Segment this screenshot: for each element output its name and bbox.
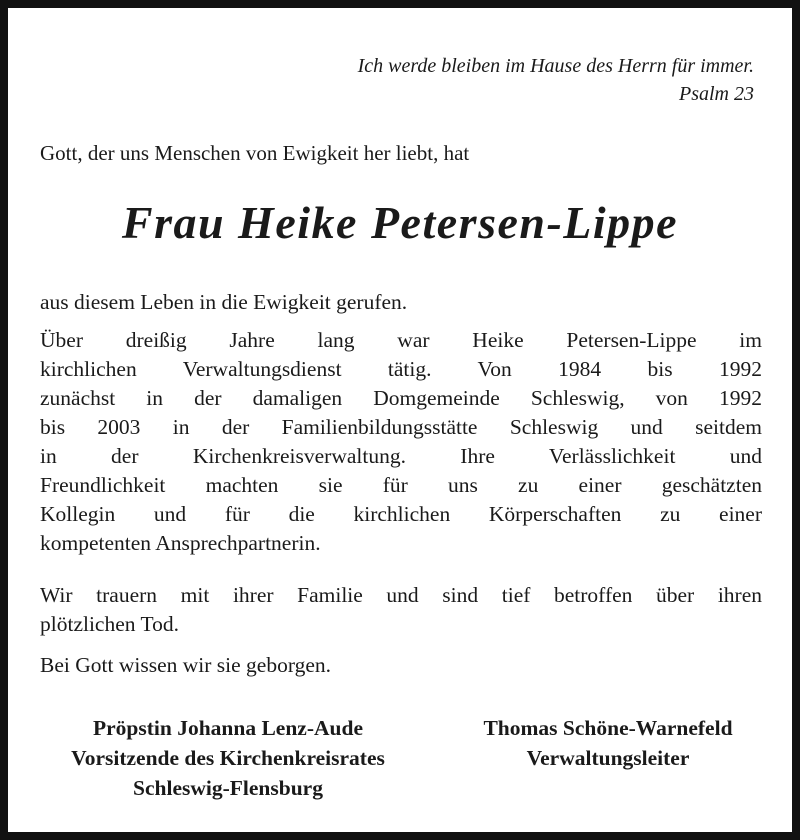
text-line: kirchlichen Verwaltungsdienst tätig. Von 1984 bis 1992 — [40, 357, 762, 381]
quote-source: Psalm 23 — [679, 83, 754, 105]
text-line: zunächst in der damaligen Domgemeinde Schleswig, von 1992 — [40, 386, 762, 410]
paragraph-4 — [40, 651, 762, 680]
deceased-name: Frau Heike Petersen-Lippe — [121, 197, 679, 248]
signer-title: Verwaltungsleiter — [526, 746, 690, 770]
text-line: Freundlichkeit machten sie für uns zu einer geschätzten — [40, 473, 762, 497]
signer-name: Thomas Schöne-Warnefeld — [483, 716, 733, 740]
text-line: Kollegin und für die kirchlichen Körperschaften zu einer — [40, 502, 762, 526]
text-line: aus diesem Leben in die Ewigkeit gerufen. — [40, 290, 408, 314]
text-line: plötzlichen Tod. — [40, 612, 180, 636]
paragraph-1 — [40, 288, 762, 317]
psalm-quote — [358, 52, 754, 108]
signer-organization: Schleswig-Flensburg — [133, 776, 323, 800]
text-line: Bei Gott wissen wir sie geborgen. — [40, 653, 332, 677]
paragraph-2 — [40, 326, 762, 558]
paragraph-3 — [40, 581, 762, 639]
signature-right — [438, 713, 778, 773]
intro-line: Gott, der uns Menschen von Ewigkeit her liebt, hat — [40, 141, 470, 165]
signature-left — [28, 713, 428, 803]
text-line: kompetenten Ansprechpartnerin. — [40, 531, 321, 555]
signer-title: Vorsitzende des Kirchenkreisrates — [71, 746, 385, 770]
text-line: Über dreißig Jahre lang war Heike Petersen-Lippe im — [40, 328, 762, 352]
quote-text: Ich werde bleiben im Hause des Herrn für immer. — [357, 55, 754, 77]
text-line: Wir trauern mit ihrer Familie und sind tief betroffen über ihren — [40, 583, 762, 607]
signer-name: Pröpstin Johanna Lenz-Aude — [93, 716, 363, 740]
text-line: bis 2003 in der Familienbildungsstätte Schleswig und seitdem — [40, 415, 762, 439]
text-line: in der Kirchenkreisverwaltung. Ihre Verlässlichkeit und — [40, 444, 762, 468]
